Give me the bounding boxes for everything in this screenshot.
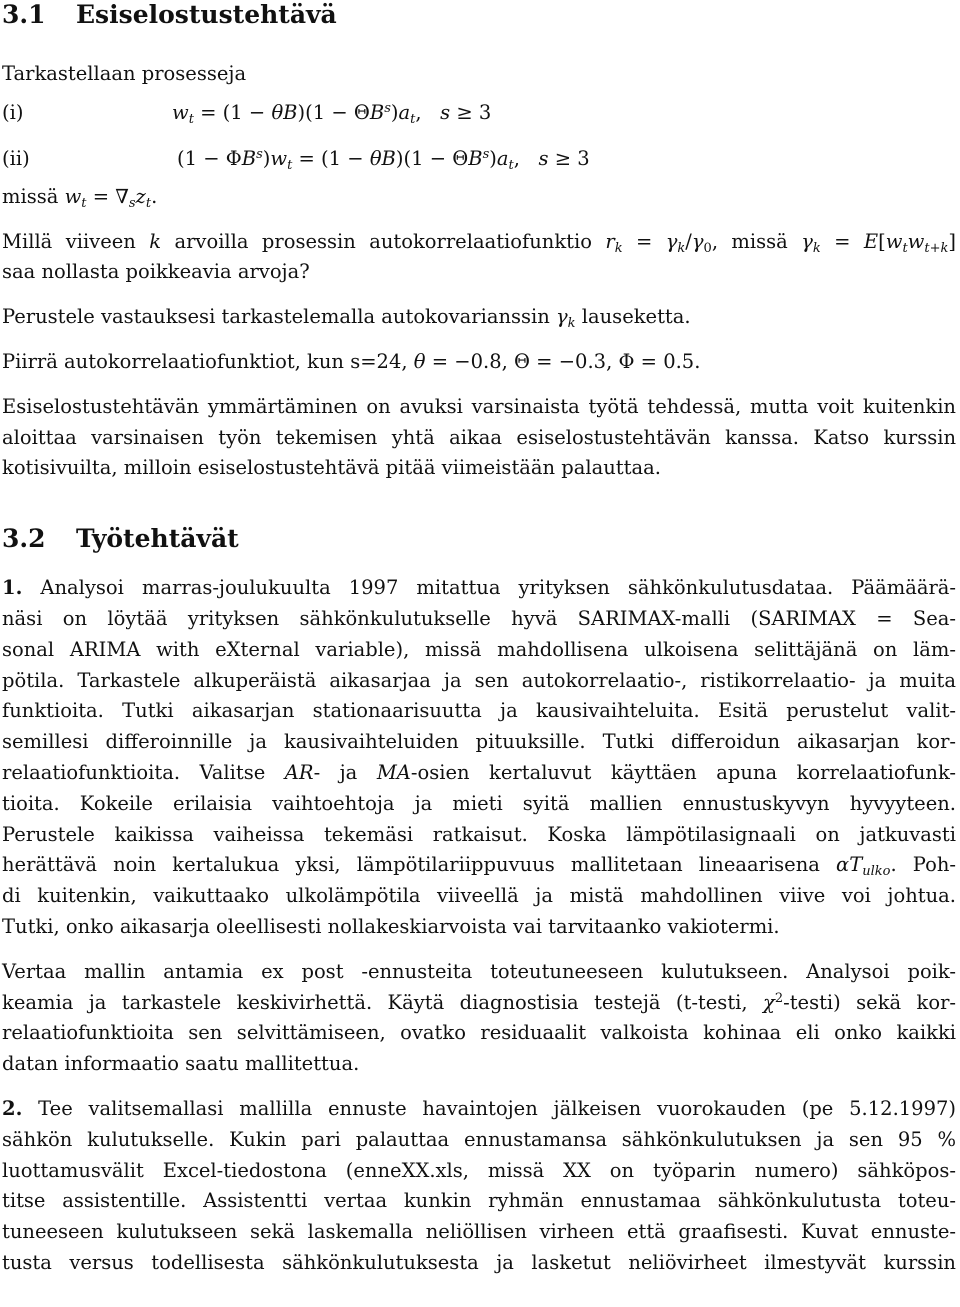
section-heading-3-2: [2, 524, 956, 554]
section-title: Työtehtävät: [76, 524, 239, 554]
task-1-line: Perustele kaikissa vaiheissa tekemäsi ratkaisut. Koska lämpötilasignaali on jatkuvasti: [2, 822, 956, 846]
task-2-line: titse assistentille. Assistentti vertaa kunkin ryhmän ennustamaa sähkönkulutusta toteu-: [2, 1189, 956, 1213]
task-1-line: herättävä noin kertalukua yksi, lämpötilariippuvuus mallitetaan lineaarisena $\alpha T_{ulko}$. Poh-: [2, 853, 956, 880]
task-2-line: 2. Tee valitsemallasi mallilla ennuste havaintojen jälkeisen vuorokauden (pe 5.12.1997): [2, 1096, 956, 1120]
vertaa-line: datan informaatio saatu mallitettua.: [2, 1052, 360, 1076]
document-page: [2, 0, 956, 1279]
piirra-line: Piirrä autokorrelaatiofunktiot, kun s=24, θ = −0.8, Θ = −0.3, Φ = 0.5.: [2, 349, 701, 373]
paragraph-line: Esiselostustehtävän ymmärtäminen on avuksi varsinaista työtä tehdessä, mutta voit kuitenkin: [2, 394, 956, 418]
task-2-line: tuneeseen kulutukseen sekä laskemalla neliöllisen virheen että graafisesti. Kuvat ennuste-: [2, 1220, 956, 1244]
section-number: 3.2: [2, 524, 46, 554]
missa-line: missä $w_t = \nabla_sz_t$.: [2, 184, 158, 211]
task-1-line: 1. Analysoi marras-joulukuulta 1997 mitattua yrityksen sähkönkulutusdataa. Päämäärä-: [2, 576, 956, 600]
task-2-line: sähkön kulutukselle. Kukin pari palauttaa ennustamansa sähkönkulutuksen ja sen 95 %: [2, 1127, 956, 1151]
equation-formula: $(1 - \Phi B^s)w_t = (1 - \theta B)(1 - \Theta B^s)a_t$, s ≥ 3: [177, 146, 590, 173]
task-1-line: tioita. Kokeile erilaisia vaihtoehtoja ja mieti syitä mallien ennustuskyvyn hyvyyteen.: [2, 791, 956, 815]
paragraph-line: aloittaa varsinaisen työn tekemisen yhtä aikaa esiselostustehtävän kanssa. Katso kurssin: [2, 425, 956, 449]
task-1-line: sonal ARIMA with eXternal variable), missä mahdollisena ulkoisena selittäjänä on läm-: [2, 637, 956, 661]
task-2-line: tusta versus todellisesta sähkönkulutuksesta ja lasketut neliövirheet ilmestyvät kurssin: [2, 1250, 956, 1274]
task-1-line: pötila. Tarkastele alkuperäistä aikasarjaa ja sen autokorrelaatio-, ristikorrelaatio- ja muita: [2, 668, 956, 692]
task-1-line: funktioita. Tutki aikasarjan stationaarisuutta ja kausivaihteluita. Esitä perustelut valit-: [2, 699, 956, 723]
perustele-line: Perustele vastauksesi tarkastelemalla autokovarianssin $\gamma_k$ lauseketta.: [2, 305, 691, 332]
task-number: 1.: [2, 576, 23, 600]
equation-ii: [2, 136, 956, 182]
task-1-line: semillesi differoinnille ja kausivaihteluiden pituuksille. Tutki differoidun aikasarjan kor-: [2, 730, 956, 754]
section-heading-3-1: [2, 0, 956, 30]
paragraph-line: kotisivuilta, milloin esiselostustehtävä pitää viimeistään palauttaa.: [2, 456, 661, 480]
task-1-line: di kuitenkin, vaikuttaako ulkolämpötila viiveellä ja mistä mahdollinen viive voi johtua.: [2, 884, 956, 908]
vertaa-line: Vertaa mallin antamia ex post -ennusteita toteutuneeseen kulutukseen. Analysoi poik-: [2, 959, 956, 983]
task-1-line: näsi on löytää yrityksen sähkönkulutukselle hyvä SARIMAX-malli (SARIMAX = Sea-: [2, 606, 956, 630]
task-1-line: relaatiofunktioita. Valitse AR- ja MA-osien kertaluvut käyttäen apuna korrelaatiofunk-: [2, 760, 957, 784]
equation-label: (i): [2, 100, 24, 124]
task-1-line: Tutki, onko aikasarja oleellisesti nollakeskiarvoista vai tarvitaanko vakiotermi.: [2, 914, 780, 938]
question-line-2: saa nollasta poikkeavia arvoja?: [2, 260, 310, 284]
equation-label: (ii): [2, 146, 30, 170]
task-2-line: luottamusvälit Excel-tiedostona (enneXX.xls, missä XX on työparin numero) sähköpos-: [2, 1158, 956, 1182]
vertaa-line: keamia ja tarkastele keskivirhettä. Käytä diagnostisia testejä (t-testi, $\chi^2-testi$) sekä kor-: [2, 990, 957, 1014]
equation-i: [2, 90, 956, 136]
vertaa-line: relaatiofunktioita sen selvittämiseen, ovatko residuaalit valkoista kohinaa eli onko kaikki: [2, 1021, 956, 1045]
question-line-1: Millä viiveen k arvoilla prosessin autokorrelaatiofunktio $r_k = \gamma_k/\gamma_0$, missä $\gamma_k = E[w_tw_{t+k}]$: [2, 229, 957, 256]
intro-text: Tarkastellaan prosesseja: [2, 62, 247, 85]
section-number: 3.1: [2, 0, 46, 29]
section-title: Esiselostustehtävä: [76, 0, 337, 29]
task-number: 2.: [2, 1096, 23, 1120]
equation-formula: $w_t = (1 - \theta B)(1 - \Theta B^s)a_t$, s ≥ 3: [172, 100, 492, 127]
